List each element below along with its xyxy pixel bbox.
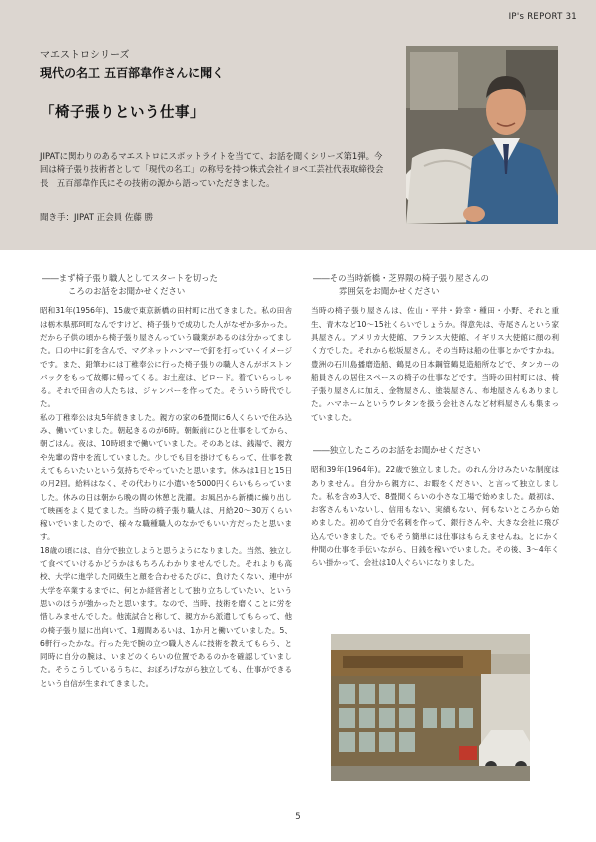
body-paragraph: 私の丁稚奉公は丸5年続きました。親方の家の6畳間に6人くらいで住み込み、働いていました。朝起きるのが6時。朝飯前にひと仕事をしてから、朝ごはん。夜は、10時頃まで働いていました。そのあとは、銭湯で、親方や先輩の背中を流していました。少しでも目を掛けてもらって、仕事を教えてもらいたいという気持ちでやっていたと思います。休みは1日と15日の月2回。給料はなく、その代わりに小遣いを5000円くらいもらっていました。休みの日は朝から晩の間の休憩と洗濯。お風呂から新橋に繰り出して映画をよく見てました。当時の椅子張り職人は、月給20〜30万くらい稼いでいましたので、様々な職種職人のなかでもいい方だったと思います。	[40, 412, 292, 542]
interviewer-credit: 聞き手：JIPAT 正会員 佐藤 勝	[40, 213, 154, 223]
report-label: IP's REPORT 31	[508, 12, 577, 22]
right-column	[311, 272, 559, 570]
question-heading-line-1: ――独立したころのお話をお聞かせください	[313, 445, 481, 456]
body-paragraph: 昭和31年(1956年)、15歳で東京新橋の田村町に出てきました。私の田舎は栃木県那珂町なんですけど、椅子張りで成功した人がなぜか多かった。だから子供の頃から椅子張り屋さんっていう職業があるのは分かってました。口の中に釘を含んで、マグネットハンマーで釘を打っていくイメージです。また、鉛筆わには丁稚奉公に行った椅子張りの職人さんがボストンバックをもって故郷に帰ってくる。お土産は、ビロード。着ていらっしゃる。それで田舎の人たちは、ジャンパーを作ってた。そういう時代でした。	[40, 306, 292, 409]
left-column	[40, 272, 292, 690]
intro-text: JIPATに関わりのあるマエストロにスポットライトを当てて、お話を聞くシリーズ第1弾。今回は椅子張り技術者として「現代の名工」の称号を持つ株式会社イヨベ工芸社代表取締役会長 五百部韋作氏にその技術の源から語っていただきました。	[40, 151, 384, 188]
series-name: マエストロシリーズ	[40, 50, 130, 61]
question-heading-line-2: 雰囲気をお聞かせください	[339, 286, 440, 297]
question-heading-line-1: ――まず椅子張り職人としてスタートを切った	[42, 273, 218, 283]
portrait-photo	[406, 46, 558, 224]
question-heading	[311, 444, 559, 457]
question-heading	[311, 272, 559, 298]
body-paragraph: 当時の椅子張り屋さんは、佐山・平井・鈴幸・種田・小野、それと重生、青木など10〜15社くらいでしょうか。得意先は、寺尾さんという家具屋さん。アメリカ大使館、フランス大使館、イギリス大使館に顔の利く方でした。それから松坂屋さん。その当時は船の仕事とかですかね。豊洲の石川島播磨造船、鶴見の日本鋼管鶴見造船所などで、タンカーの船員さんの居住スペースの椅子の仕事などです。当時の田村町には、椅子張り屋さんに加え、金物屋さん、塗装屋さん、布地屋さんもありました。ハマホームというウレタンを扱う会社さんなど材料屋さんも集まっていました。	[311, 306, 559, 422]
workshop-photo	[331, 634, 530, 781]
body-paragraph: 18歳の頃には、自分で独立しようと思うようになりました。当然、独立して食べていけるかどうかはもちろんわかりませんでした。それよりも高校、大学に進学した同級生と顔を合わせるたびに、負けたくない、連中が大学を卒業するまでに、何とか経営者として独り立ちしていたい、という思いのほうが強かったと思います。なので、当時、技術を磨くことに労を惜しみませんでした。他流試合と称して、親方から派遣してもらって、他の椅子張り屋に出向いて、1週間あるいは、1か月と働いていました。5、6軒行ったかな。行った先で腕の立つ職人さんに技術を教えてもらう、と同時に自分の腕は、いまどのくらいの位置であるのかを確認していました。そうこうしているうちに、おぼろげながら独立しても、仕事ができるという自信が生まれてきました。	[40, 545, 292, 688]
body-paragraph: 昭和39年(1964年)。22歳で独立しました。のれん分けみたいな制度はありません。自分から親方に、お暇をください、と言って独立しました。私を含め3人で、8畳間くらいの小さな工場で始めました。最初は、お客さんもいないし、信用もない、実績もない、何もないところから始めました。初めて自分で名刺を作って、銀行さんや、大きな会社に飛び込んでいきました。でもそう簡単には仕事はもらえませんね。とにかく仲間の仕事を手伝いながら、日銭を稼いでいました。その後、3〜4年くらい掛かって、会社は10人ぐらいになりました。	[311, 465, 559, 568]
article-subtitle: 現代の名工 五百部韋作さんに聞く	[40, 66, 225, 80]
article-title: 「椅子張りという仕事」	[40, 105, 205, 121]
question-heading-line-2: ころのお話をお聞かせください	[68, 286, 186, 297]
page-number: 5	[295, 812, 301, 822]
question-heading	[40, 272, 292, 298]
question-heading-line-1: ――その当時新橋・芝界隈の椅子張り屋さんの	[313, 273, 489, 283]
